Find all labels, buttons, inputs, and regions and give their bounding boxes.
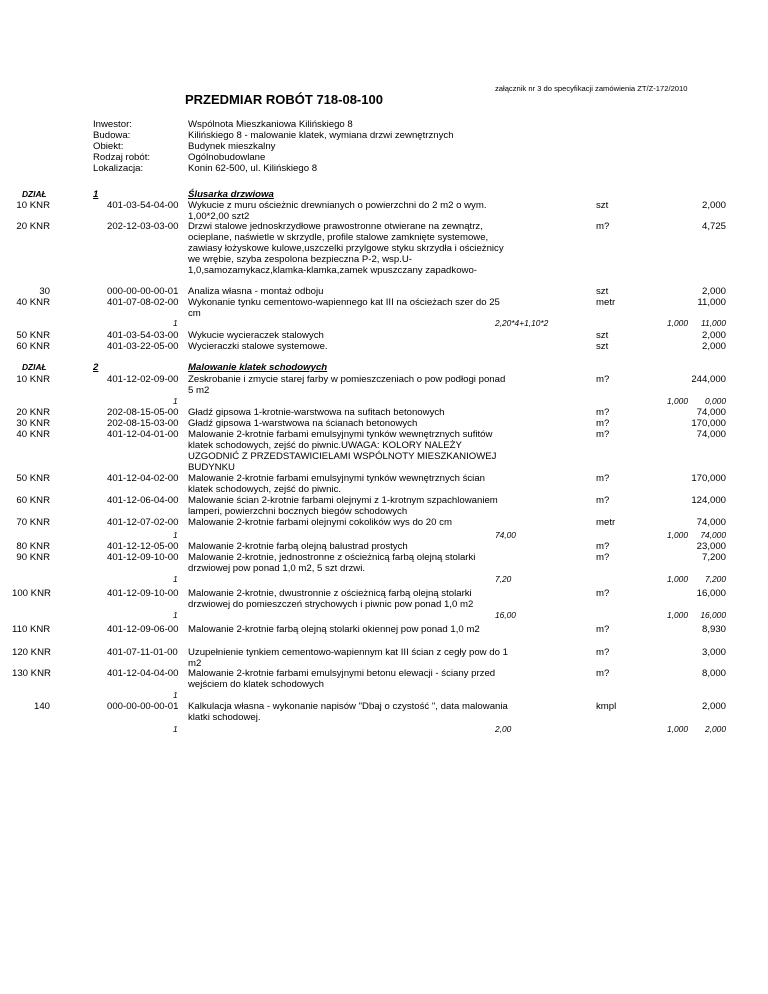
row-quantity: 11,000: [697, 297, 726, 308]
row-description: Wykucie z muru ościeżnic drewnianych o powierzchni do 2 m2 o wym. 1,00*2,00 szt2: [188, 200, 487, 222]
info-value: Wspólnota Mieszkaniowa Kilińskiego 8: [188, 119, 353, 130]
row-code: 000-00-00-00-01: [107, 701, 179, 712]
row-unit: m?: [596, 668, 610, 679]
section-title: Ślusarka drzwiowa: [188, 189, 274, 200]
row-unit: m?: [596, 541, 610, 552]
row-quantity: 244,000: [691, 374, 726, 385]
calc-result: 11,000: [701, 318, 726, 328]
row-code: 401-03-54-04-00: [107, 200, 179, 211]
section-title: Malowanie klatek schodowych: [188, 362, 328, 373]
row-unit: metr: [596, 517, 616, 528]
row-number: 60 KNR: [16, 341, 50, 352]
row-number: 20 KNR: [16, 407, 50, 418]
page-title: PRZEDMIAR ROBÓT 718-08-100: [185, 92, 383, 107]
row-unit: szt: [596, 330, 609, 341]
row-description: Malowanie 2-krotnie farbami emulsyjnymi tynków wewnętrznych ścian klatek schodowych, zejść do piwnic.: [188, 473, 485, 495]
calc-index: 1: [173, 574, 178, 584]
row-quantity: 7,200: [701, 552, 726, 563]
row-number: 10 KNR: [16, 200, 50, 211]
row-code: 202-08-15-05-00: [107, 407, 179, 418]
row-quantity: 2,000: [701, 330, 726, 341]
calc-result: 0,000: [705, 396, 726, 406]
row-code: 401-12-09-10-00: [107, 552, 179, 563]
row-description: Malowanie 2-krotnie farbami emulsyjnymi tynków wewnętrznych sufitów klatek schodowych, zejść do piwnic.UWAGA: KOLORY NALEŻY UZGODNIĆ Z PRZEDSTAWICIELAMI WSPÓLNOTY MIESZKANIOWEJ BUDYNKU: [188, 429, 497, 473]
row-description: Uzupełnienie tynkiem cementowo-wapiennym kat III ścian z cegły pow do 1 m2: [188, 647, 508, 669]
row-number: 10 KNR: [16, 374, 50, 385]
row-number: 30 KNR: [16, 418, 50, 429]
row-quantity: 2,000: [701, 286, 726, 297]
calc-factor: 1,000: [667, 318, 688, 328]
row-unit: m?: [596, 429, 610, 440]
row-unit: m?: [596, 407, 610, 418]
row-description: Malowanie 2-krotnie, jednostronne z ościeżnicą farbą olejną stolarki drzwiowej pow ponad 1,0 m2, 5 szt drzwi.: [188, 552, 476, 574]
row-description: Wykucie wycieraczek stalowych: [188, 330, 324, 341]
row-code: 202-12-03-03-00: [107, 221, 179, 232]
row-code: 401-03-22-05-00: [107, 341, 179, 352]
row-quantity: 2,000: [701, 701, 726, 712]
calc-formula: 2,20*4+1,10*2: [495, 318, 549, 328]
row-code: 401-07-11-01-00: [107, 647, 178, 658]
row-unit: m?: [596, 624, 610, 635]
info-label: Obiekt:: [93, 141, 124, 152]
calc-factor: 1,000: [667, 610, 688, 620]
row-quantity: 74,000: [696, 429, 726, 440]
calc-index: 1: [173, 396, 178, 406]
row-unit: m?: [596, 374, 610, 385]
row-description: Zeskrobanie i zmycie starej farby w pomieszczeniach o pow podłogi ponad 5 m2: [188, 374, 506, 396]
header-note: załącznik nr 3 do specyfikacji zamówienia ZT/Z-172/2010: [495, 84, 688, 93]
calc-formula: 2,00: [495, 724, 512, 734]
row-unit: m?: [596, 495, 610, 506]
row-unit: m?: [596, 418, 610, 429]
section-number: 1: [93, 189, 99, 200]
row-description: Malowanie 2-krotnie farbą olejną stolarki okiennej pow ponad 1,0 m2: [188, 624, 480, 635]
row-number: 130 KNR: [12, 668, 51, 679]
info-value: Kilińskiego 8 - malowanie klatek, wymiana drzwi zewnętrznych: [188, 130, 454, 141]
row-description: Gładź gipsowa 1-krotnie-warstwowa na sufitach betonowych: [188, 407, 445, 418]
row-number: 50 KNR: [16, 473, 50, 484]
row-number: 60 KNR: [16, 495, 50, 506]
info-label: Inwestor:: [93, 119, 132, 130]
calc-formula: 74,00: [495, 530, 516, 540]
row-code: 401-07-08-02-00: [107, 297, 179, 308]
section-number: 2: [93, 362, 99, 373]
row-description: Malowanie 2-krotnie, dwustronnie z ościeżnicą farbą olejną stolarki drzwiowej do pomieszczeń strychowych i piwnic pow ponad 1,0 m2: [188, 588, 474, 610]
row-code: 000-00-00-00-01: [107, 286, 179, 297]
calc-index: 1: [173, 530, 178, 540]
calc-result: 16,000: [700, 610, 726, 620]
row-quantity: 2,000: [701, 341, 726, 352]
row-description: Malowanie 2-krotnie farbami emulsyjnymi betonu elewacji - ściany przed wejściem do klatek schodowych: [188, 668, 496, 690]
calc-formula: 16,00: [495, 610, 516, 620]
row-unit: m?: [596, 473, 610, 484]
row-code: 401-12-12-05-00: [107, 541, 179, 552]
section-label: DZIAŁ: [22, 189, 47, 199]
row-number: 70 KNR: [16, 517, 50, 528]
row-number: 110 KNR: [12, 624, 51, 635]
info-value: Konin 62-500, ul. Kilińskiego 8: [188, 163, 318, 174]
row-quantity: 8,000: [701, 668, 726, 679]
info-label: Lokalizacja:: [93, 163, 144, 174]
row-quantity: 8,930: [701, 624, 726, 635]
row-unit: szt: [596, 286, 609, 297]
calc-index: 1: [173, 690, 178, 700]
row-unit: szt: [596, 341, 609, 352]
calc-factor: 1,000: [667, 724, 688, 734]
row-number: 30: [39, 286, 50, 297]
row-description: Malowanie 2-krotnie farbami olejnymi cokolików wys do 20 cm: [188, 517, 452, 528]
row-code: 401-12-04-02-00: [107, 473, 179, 484]
info-value: Ogólnobudowlane: [188, 152, 266, 163]
row-quantity: 124,000: [691, 495, 726, 506]
row-code: 401-12-04-01-00: [107, 429, 179, 440]
row-unit: metr: [596, 297, 616, 308]
calc-result: 7,200: [705, 574, 726, 584]
calc-index: 1: [173, 318, 178, 328]
row-quantity: 74,000: [696, 407, 726, 418]
row-unit: m?: [596, 221, 610, 232]
row-number: 20 KNR: [16, 221, 50, 232]
calc-index: 1: [173, 610, 178, 620]
row-description: Wycieraczki stalowe systemowe.: [188, 341, 328, 352]
row-number: 100 KNR: [12, 588, 51, 599]
info-label: Rodzaj robót:: [93, 152, 151, 163]
row-description: Malowanie ścian 2-krotnie farbami olejnymi z 1-krotnym szpachlowaniem lamperi, powierzchni bocznych biegów schodowych: [188, 495, 498, 517]
row-code: 401-12-02-09-00: [107, 374, 179, 385]
row-code: 401-12-04-04-00: [107, 668, 179, 679]
section-label: DZIAŁ: [22, 362, 47, 372]
row-unit: szt: [596, 200, 609, 211]
row-quantity: 170,000: [691, 418, 726, 429]
row-quantity: 3,000: [701, 647, 726, 658]
row-code: 401-12-09-06-00: [107, 624, 179, 635]
row-code: 401-12-07-02-00: [107, 517, 179, 528]
calc-index: 1: [173, 724, 178, 734]
row-description: Malowanie 2-krotnie farbą olejną balustrad prostych: [188, 541, 408, 552]
row-unit: m?: [596, 552, 610, 563]
calc-formula: 7,20: [495, 574, 512, 584]
row-quantity: 2,000: [701, 200, 726, 211]
row-quantity: 170,000: [691, 473, 726, 484]
row-description: Kalkulacja własna - wykonanie napisów "Dbaj o czystość ", data malowania klatki schodowej.: [188, 701, 508, 723]
row-number: 120 KNR: [12, 647, 51, 658]
row-code: 401-12-06-04-00: [107, 495, 179, 506]
row-number: 80 KNR: [16, 541, 50, 552]
calc-factor: 1,000: [667, 574, 688, 584]
row-description: Analiza własna - montaż odboju: [188, 286, 324, 297]
calc-factor: 1,000: [667, 530, 688, 540]
row-number: 140: [33, 701, 50, 712]
row-quantity: 4,725: [701, 221, 726, 232]
row-unit: m?: [596, 647, 610, 658]
row-unit: m?: [596, 588, 610, 599]
row-description: Drzwi stalowe jednoskrzydłowe prawostronne otwierane na zewnątrz, ocieplane, naświetle w skrzydle, profile stalowe zamknięte systemowe, zawiasy łożyskowe kulowe,uszczelki przylgowe styku skrzydła i ościeżnicy we wrębie, szyba zespolona bezpieczna P-2, wsp.U-1,0,samozamykacz,klamka-klamka,zamek wpuszczany zapadkowo-: [188, 221, 504, 276]
calc-factor: 1,000: [667, 396, 688, 406]
calc-result: 74,000: [700, 530, 726, 540]
row-quantity: 23,000: [696, 541, 726, 552]
row-number: 40 KNR: [16, 429, 50, 440]
row-number: 50 KNR: [16, 330, 50, 341]
row-code: 202-08-15-03-00: [107, 418, 179, 429]
info-value: Budynek mieszkalny: [188, 141, 276, 152]
row-description: Wykonanie tynku cementowo-wapiennego kat III na ościeżach szer do 25 cm: [188, 297, 500, 319]
info-label: Budowa:: [93, 130, 131, 141]
row-description: Gładź gipsowa 1-warstwowa na ścianach betonowych: [188, 418, 418, 429]
row-number: 90 KNR: [16, 552, 50, 563]
row-code: 401-12-09-10-00: [107, 588, 179, 599]
row-unit: kmpl: [596, 701, 617, 712]
row-code: 401-03-54-03-00: [107, 330, 179, 341]
row-quantity: 74,000: [696, 517, 726, 528]
row-number: 40 KNR: [16, 297, 50, 308]
calc-result: 2,000: [705, 724, 726, 734]
row-quantity: 16,000: [696, 588, 726, 599]
